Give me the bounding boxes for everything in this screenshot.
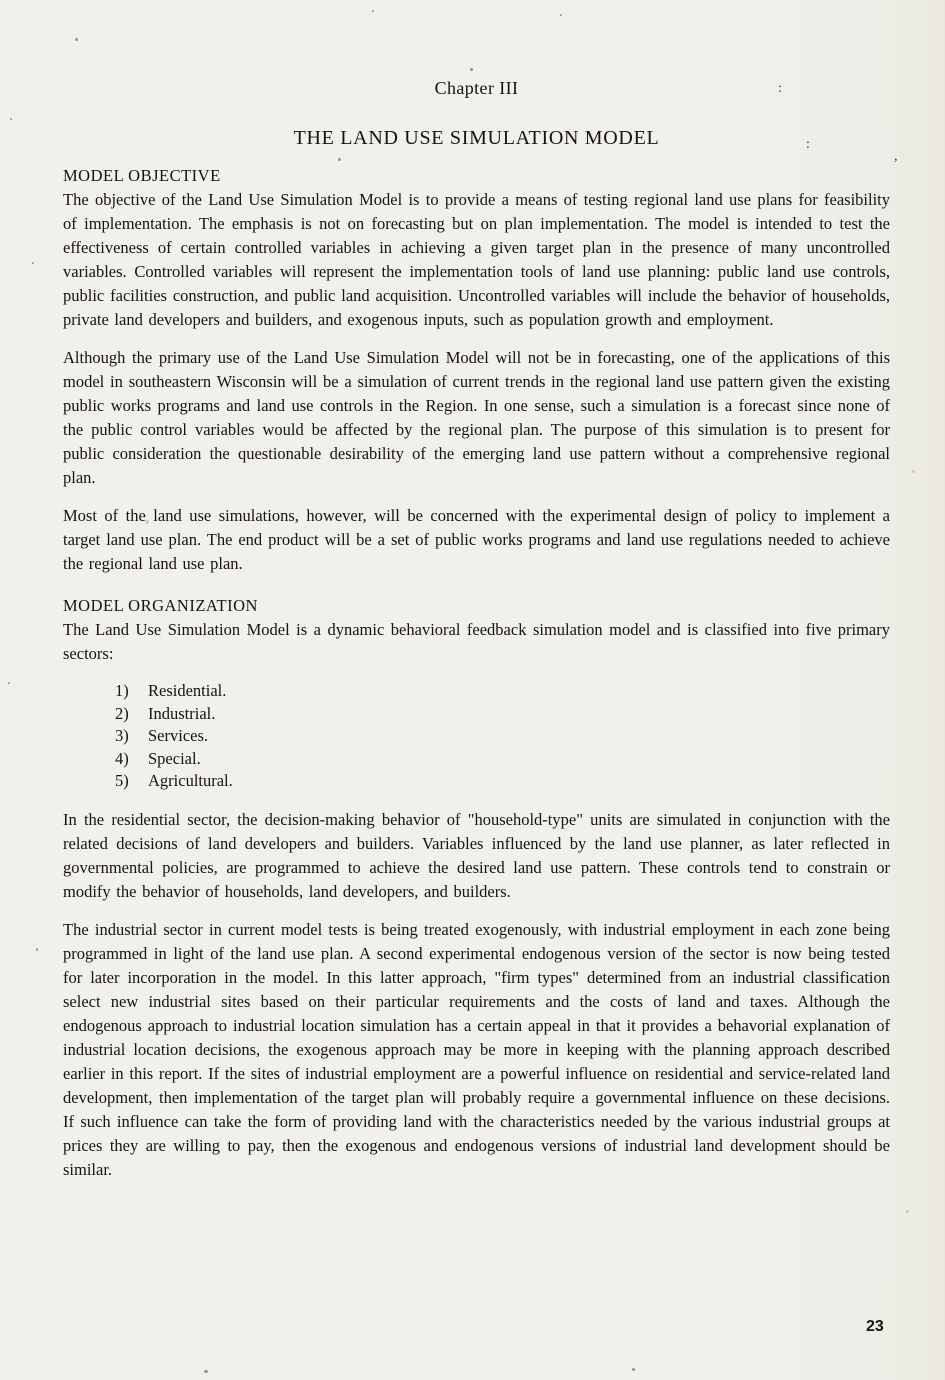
scan-artifact-mark: : [778,81,782,96]
scan-speck [75,38,78,41]
chapter-heading: Chapter III [434,78,519,98]
scan-artifact-mark: , [894,149,898,164]
list-item-label: Agricultural. [148,771,233,790]
scan-artifact-mark: : [806,137,810,152]
paragraph-residential-sector: In the residential sector, the decision-making behavior of "household-type" units are simulated in conjunction with the related decisions of land developers and builders. Variables influenced by the land use planner, as later reflected in governmental policies, are programmed to achieve the desired land use pattern. These controls tend to constrain or modify the behavior of households, land developers, and builders. [63,809,890,901]
scan-speck [912,470,915,473]
list-item-number: 1) [115,681,129,700]
paragraph-industrial-sector: The industrial sector in current model tests is being treated exogenously, with industrial employment in each zone being programmed in light of the land use plan. A second experimental endogenous version of the sector is now being tested for later incorporation in the model. In this latter approach, "firm types" determined from an industrial classification select new industrial sites based on their particular requirements and the costs of land and taxes. Although the endogenous approach to industrial location simulation has a certain appeal in that it provides a behavorial explanation of industrial location decisions, the exogenous approach may be more in keeping with the planning approach described earlier in this report. If the sites of industrial employment are a powerful influence on residential and service-related land development, then implementation of the target plan will probably require a governmental influence on these decisions. If such influence can take the form of providing land with the characteristics needed by the various industrial groups at prices they are willing to pay, then the exogenous and endogenous versions of industrial land development should be similar. [63,919,890,1179]
list-item-number: 3) [115,726,129,745]
paragraph-objective-3: Most of the land use simulations, however, will be concerned with the experimental design of policy to implement a target land use plan. The end product will be a set of public works programs and land use regulations needed to achieve the regional land use plan. [63,506,890,573]
scan-speck [372,10,374,12]
text-block [63,76,890,1182]
list-item-label: Residential. [148,681,227,700]
scan-speck [632,1368,635,1371]
scan-speck [204,1370,208,1373]
list-item-number: 2) [115,703,129,723]
scan-speck [8,682,10,684]
sector-list [63,680,890,793]
list-item-special [115,748,890,771]
list-item-services [115,725,890,748]
list-item-residential [115,680,890,703]
heading-model-organization: MODEL ORGANIZATION [63,596,258,615]
scan-speck [906,1210,909,1213]
scan-speck [560,14,562,16]
scan-speck [36,948,38,951]
scan-speck [32,262,34,264]
scan-speck [10,118,12,120]
list-item-label: Special. [148,748,201,768]
paragraph-objective-1: The objective of the Land Use Simulation Model is to provide a means of testing regional land use plans for feasibility of implementation. The emphasis is not on forecasting but on plan implementation. The model is intended to test the effectiveness of certain controlled variables in achieving a given target plan in the presence of many uncontrolled variables. Controlled variables will represent the implementation tools of land use planning: public land use controls, public facilities construction, and public land acquisition. Uncontrolled variables will include the behavior of households, private land developers and builders, and exogenous inputs, such as population growth and employment. [63,190,890,329]
scan-speck [470,68,473,71]
list-item-industrial [115,703,890,726]
document-title: THE LAND USE SIMULATION MODEL [293,127,660,149]
paragraph-organization-intro: The Land Use Simulation Model is a dynamic behavioral feedback simulation model and is classified into five primary sectors: [63,620,890,663]
section-model-objective [63,164,890,576]
list-item-label: Industrial. [148,703,216,723]
list-item-label: Services. [148,726,209,745]
list-item-number: 5) [115,771,129,790]
page-number: 23 [866,1318,884,1335]
heading-model-objective: MODEL OBJECTIVE [63,166,221,185]
section-model-organization [63,594,890,1182]
paragraph-objective-2: Although the primary use of the Land Use Simulation Model will not be in forecasting, one of the applications of this model in southeastern Wisconsin will be a simulation of current trends in the regional land use pattern given the existing public works programs and land use controls in the Region. In one sense, such a simulation is a forecast since none of the public control variables would be affected by the regional plan. The purpose of this simulation is to present for public consideration the questionable desirability of the emerging land use pattern without a comprehensive regional plan. [63,348,890,487]
list-item-number: 4) [115,748,129,768]
list-item-agricultural [115,770,890,793]
